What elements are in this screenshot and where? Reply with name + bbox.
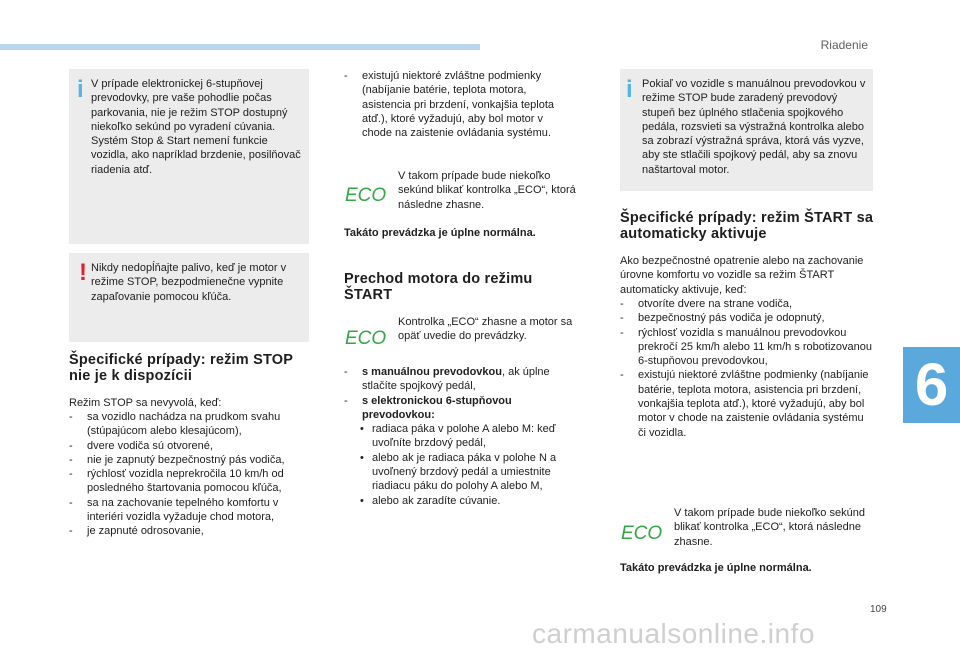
- header-accent-bar: [0, 44, 480, 50]
- list-item: - nie je zapnutý bezpečnostný pás vodiča,: [69, 453, 311, 467]
- auto-gearbox-sublist: [360, 422, 579, 508]
- auto-gearbox-label: s elektronickou 6-stupňovou prevodovkou:: [362, 394, 512, 421]
- eco-blink-text: V takom prípade bude niekoľko sekúnd blikať kontrolka „ECO“, ktorá následne zhasne.: [398, 170, 576, 211]
- start-auto-list: [620, 297, 872, 440]
- eco-off-text: Kontrolka „ECO“ zhasne a motor sa opäť uvedie do prevádzky.: [398, 316, 573, 343]
- warning-note-text: Nikdy nedopĺňajte palivo, keď je motor v režime STOP, bezpodmienečne vypnite zapaľovanie pomocou kľúča.: [91, 262, 287, 303]
- eco-indicator-icon: [344, 326, 390, 348]
- manual-gearbox-condition: , ak úplne stlačíte spojkový pedál,: [362, 366, 550, 393]
- info-icon: i: [77, 76, 84, 103]
- eco-indicator-icon: [620, 521, 666, 543]
- list-item: - existujú niektoré zvláštne podmienky (nabíjanie batérie, teplota motora, asistencia pri brzdení, vonkajšia teplota atď.), ktoré vyžadujú, aby bol motor v chode na zaistenie ovládania systému.: [344, 69, 576, 140]
- section-title: Riadenie: [820, 38, 868, 52]
- eco-icon-text: ECO: [345, 328, 387, 348]
- stop-conditions-continued: [344, 69, 576, 140]
- watermark: carmanualsonline.info: [532, 618, 815, 649]
- info-icon: i: [626, 76, 633, 103]
- stop-unavailable-heading: Špecifické prípady: režim STOP nie je k dispozícii: [69, 352, 293, 384]
- manual-gearbox-label: s manuálnou prevodovkou: [362, 366, 502, 378]
- list-item: - rýchlosť vozidla s manuálnou prevodovkou prekročí 25 km/h alebo 11 km/h s robotizovanou 6-stupňovou prevodovkou,: [620, 326, 872, 369]
- eco-blink-text: V takom prípade bude niekoľko sekúnd blikať kontrolka „ECO“, ktorá následne zhasne.: [674, 507, 865, 548]
- stop-intro: Režim STOP sa nevyvolá, keď:: [69, 397, 222, 409]
- list-item: - je zapnuté odrosovanie,: [69, 524, 311, 538]
- list-item: - dvere vodiča sú otvorené,: [69, 439, 311, 453]
- sub-list-item: • alebo ak je radiaca páka v polohe N a uvoľnený brzdový pedál a umiestnite riadiacu páku do polohy A alebo M,: [360, 451, 579, 494]
- normal-operation-note: Takáto prevádzka je úplne normálna.: [620, 562, 812, 574]
- normal-operation-note: Takáto prevádzka je úplne normálna.: [344, 227, 536, 239]
- info-note-box: [620, 69, 873, 191]
- info-note-text: Pokiaľ vo vozidle s manuálnou prevodovkou v režime STOP bude zaradený prevodový stupeň bez úplného stlačenia spojkového pedála, rozsvieti sa výstražná kontrolka alebo sa zobrazí výstražná správa, ktorá vás vyzve, aby ste stlačili spojkový pedál, aby sa znovu naštartoval motor.: [642, 78, 866, 176]
- sub-list-item: • alebo ak zaradíte cúvanie.: [360, 494, 579, 508]
- list-item: - otvoríte dvere na strane vodiča,: [620, 297, 872, 311]
- info-note-text: V prípade elektronickej 6-stupňovej prevodovky, pre vaše pohodlie počas parkovania, nie je režim STOP dostupný niekoľko sekúnd po vyradení cúvania. Systém Stop & Start nemení funkcie vozidla, ako napríklad brzdenie, posilňovač riadenia atď.: [91, 78, 301, 176]
- list-item: [344, 394, 579, 508]
- list-item: - rýchlosť vozidla neprekročila 10 km/h od posledného štartovania pomocou kľúča,: [69, 467, 311, 496]
- start-auto-intro: Ako bezpečnostné opatrenie alebo na zachovanie úrovne komfortu vo vozidle sa režim ŠTART automaticky aktivuje, keď:: [620, 255, 864, 296]
- sub-list-item: • radiaca páka v polohe A alebo M: keď uvoľníte brzdový pedál,: [360, 422, 579, 451]
- eco-icon-text: ECO: [345, 185, 387, 205]
- list-item: - sa vozidlo nachádza na prudkom svahu (stúpajúcom alebo klesajúcom),: [69, 410, 311, 439]
- list-item: [344, 365, 579, 394]
- page-number: 109: [870, 604, 887, 615]
- list-item: - existujú niektoré zvláštne podmienky (nabíjanie batérie, teplota motora, asistencia pri brzdení, vonkajšia teplota atď.), ktoré vyžadujú, aby bol motor v chode na zaistenie ovládania systému či vozidla.: [620, 368, 872, 439]
- start-auto-heading: Špecifické prípady: režim ŠTART sa automaticky aktivuje: [620, 210, 874, 242]
- start-mode-heading: Prechod motora do režimu ŠTART: [344, 271, 533, 303]
- eco-indicator-icon: [344, 183, 390, 205]
- chapter-tab: 6: [903, 347, 960, 423]
- list-item: - sa na zachovanie tepelného komfortu v interiéri vozidla vyžaduje chod motora,: [69, 496, 311, 525]
- start-conditions: [344, 365, 579, 508]
- stop-conditions-list: [69, 410, 311, 539]
- warning-icon: !: [79, 259, 87, 286]
- warning-note-box: [69, 253, 309, 342]
- info-note-box: [69, 69, 309, 244]
- eco-icon-text: ECO: [621, 523, 663, 543]
- list-item: - bezpečnostný pás vodiča je odopnutý,: [620, 311, 872, 325]
